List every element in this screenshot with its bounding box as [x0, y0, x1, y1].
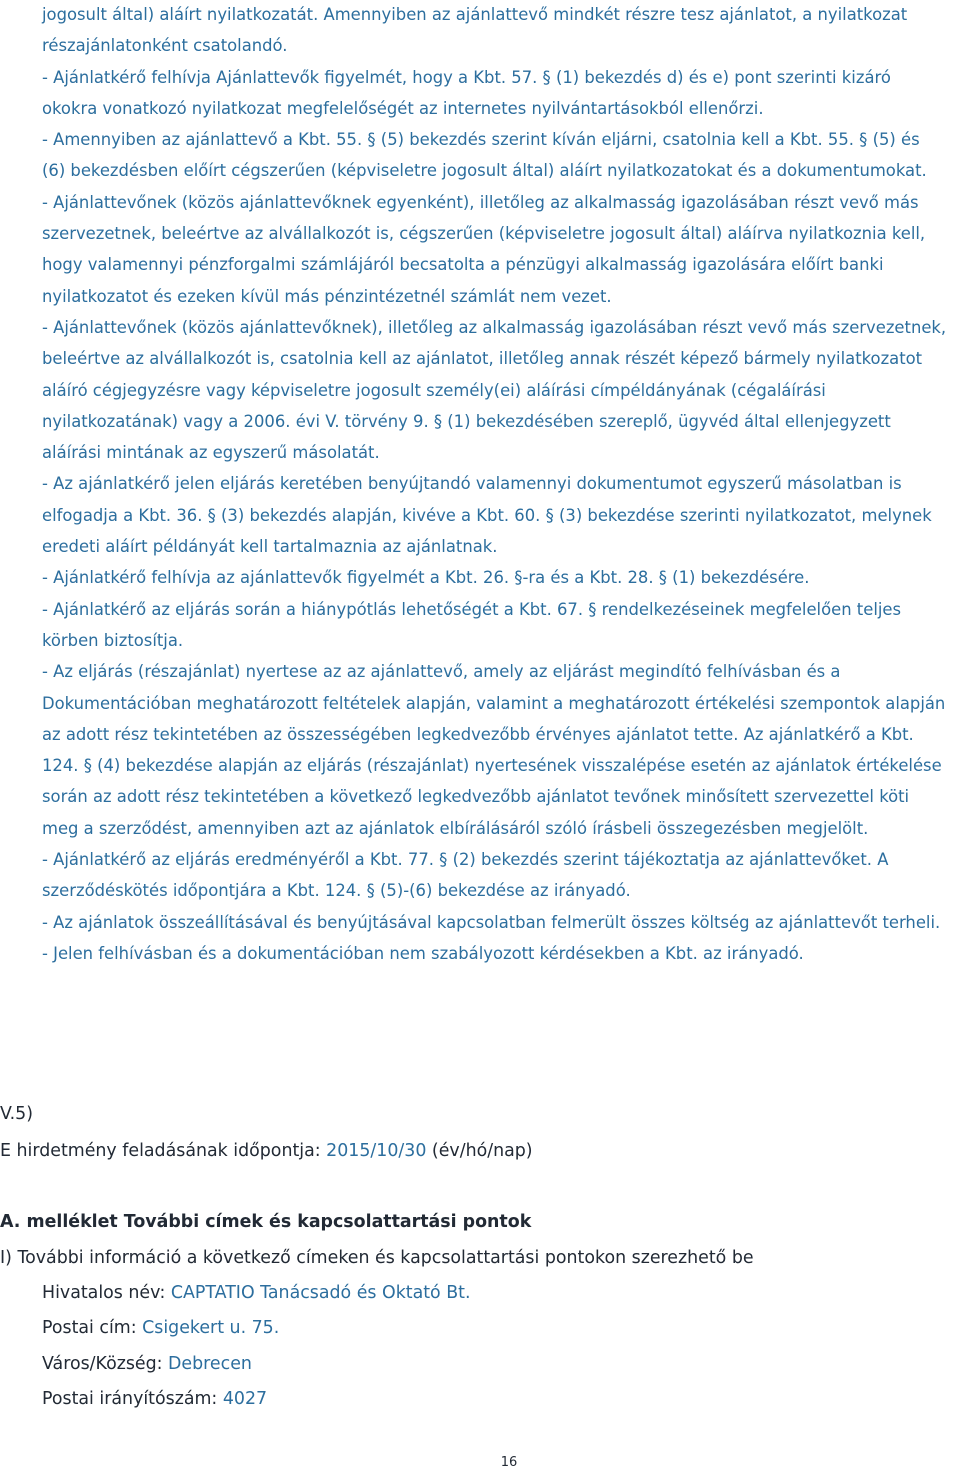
page-number: 16 [500, 1455, 518, 1470]
paragraph-declaration-continued: jogosult által) aláírt nyilatkozatát. Amennyiben az ajánlattevő mindkét részre tesz ajánlatot, a nyilatkozat részajánlatonként csatolandó. [42, 5, 908, 56]
contact-postal-code [42, 1389, 267, 1409]
paragraph-simple-copies: - Az ajánlatkérő jelen eljárás keretében benyújtandó valamennyi dokumentumot egyszerű másolatban is elfogadja a Kbt. 36. § (3) bekezdés alapján, kivéve a Kbt. 60. § (3) bekezdése szerinti nyilatkozatot, melynek eredeti aláírt példányát kell tartalmaznia az ajánlatnak. [42, 474, 932, 557]
paragraph-kbt-26-28: - Ajánlatkérő felhívja az ajánlattevők figyelmét a Kbt. 26. §-ra és a Kbt. 28. § (1) bekezdésére. [42, 568, 810, 588]
paragraph-kbt-55: - Amennyiben az ajánlattevő a Kbt. 55. § (5) bekezdés szerint kíván eljárni, csatolnia kell a Kbt. 55. § (5) és (6) bekezdésben előírt cégszerűen (képviseletre jogosult által) aláírt nyilatkozatokat és a dokumentumokat. [42, 130, 927, 181]
city-label: Város/Község: [42, 1354, 169, 1374]
paragraph-governing-law: - Jelen felhívásban és a dokumentációban nem szabályozott kérdésekben a Kbt. az irányadó. [42, 943, 804, 963]
contact-postal-address [42, 1318, 279, 1338]
official-name-label: Hivatalos név: [42, 1283, 171, 1303]
dispatch-date-label: E hirdetmény feladásának időpontja: [0, 1141, 327, 1161]
paragraph-exclusion-grounds: - Ajánlatkérő felhívja Ajánlattevők figyelmét, hogy a Kbt. 57. § (1) bekezdés d) és e) pont szerinti kizáró okokra vonatkozó nyilatkozat megfelelőségét az internetes nyilvántartásokból ellenőrzi. [42, 67, 891, 118]
paragraph-winner-selection: - Az eljárás (részajánlat) nyertese az az ajánlattevő, amely az eljárást megindító felhívásban és a Dokumentációban meghatározott feltételek alapján, valamint a meghatározott értékelési szempontok alapján az adott rész tekintetében az összességében legkedvezőbb érvényes ajánlatot tette. Az ajánlatkérő a Kbt. 124. § (4) bekezdése alapján az eljárás (részajánlat) nyertesének visszalépése esetén az ajánlatok értékelése során az adott rész tekintetében a következő legkedvezőbb ajánlatot tevőnek minősített szervezettel köti meg a szerződést, amennyiben azt az ajánlatok elbírálásáról szóló írásbeli összegezésben megjelölt. [42, 662, 946, 838]
dispatch-date-value: 2015/10/30 [326, 1141, 427, 1161]
annex-title: A. melléklet További címek és kapcsolattartási pontok [0, 1212, 532, 1232]
dispatch-date-format: (év/hó/nap) [426, 1141, 533, 1161]
contact-city [42, 1354, 252, 1374]
postal-address-label: Postai cím: [42, 1318, 143, 1338]
tender-notice-body [42, 0, 947, 969]
postal-code-value: 4027 [222, 1389, 268, 1409]
dispatch-date-line [0, 1141, 533, 1161]
official-name-value: CAPTATIO Tanácsadó és Oktató Bt. [170, 1283, 471, 1303]
annex-intro: I) További információ a következő címeken és kapcsolattartási pontokon szerezhető be [0, 1248, 754, 1268]
paragraph-result-notification: - Ajánlatkérő az eljárás eredményéről a Kbt. 77. § (2) bekezdés szerint tájékoztatja az ajánlattevőket. A szerződéskötés időpontjára a Kbt. 124. § (5)-(6) bekezdése az irányadó. [42, 850, 889, 901]
postal-address-value: Csigekert u. 75. [142, 1318, 280, 1338]
paragraph-bank-accounts: - Ajánlattevőnek (közös ajánlattevőknek egyenként), illetőleg az alkalmasság igazolásában részt vevő más szervezetnek, beleértve az alvállalkozót is, cégszerűen (képviseletre jogosult által) aláírva nyilatkoznia kell, hogy valamennyi pénzforgalmi számlájáról becsatolta a pénzügyi alkalmasság igazolására előírt banki nyilatkozatot és ezeken kívül más pénzintézetnél számlát nem vezet. [42, 192, 926, 306]
postal-code-label: Postai irányítószám: [42, 1389, 223, 1409]
city-value: Debrecen [168, 1354, 252, 1374]
section-heading-v5: V.5) [0, 1104, 34, 1124]
paragraph-signature-specimen: - Ajánlattevőnek (közös ajánlattevőknek), illetőleg az alkalmasság igazolásában részt vevő más szervezetnek, beleértve az alvállalkozót is, csatolnia kell az ajánlatot, illetőleg annak részét képező bármely nyilatkozatot aláíró cégjegyzésre vagy képviseletre jogosult személy(ei) aláírási címpéldányának (cégaláírási nyilatkozatának) vagy a 2006. évi V. törvény 9. § (1) bekezdésében szereplő, ügyvéd által ellenjegyzett aláírási mintának az egyszerű másolatát. [42, 317, 947, 463]
paragraph-missing-documents: - Ajánlatkérő az eljárás során a hiánypótlás lehetőségét a Kbt. 67. § rendelkezéseinek megfelelően teljes körben biztosítja. [42, 599, 902, 650]
contact-official-name [42, 1283, 471, 1303]
paragraph-costs: - Az ajánlatok összeállításával és benyújtásával kapcsolatban felmerült összes költség az ajánlattevőt terheli. [42, 912, 941, 932]
